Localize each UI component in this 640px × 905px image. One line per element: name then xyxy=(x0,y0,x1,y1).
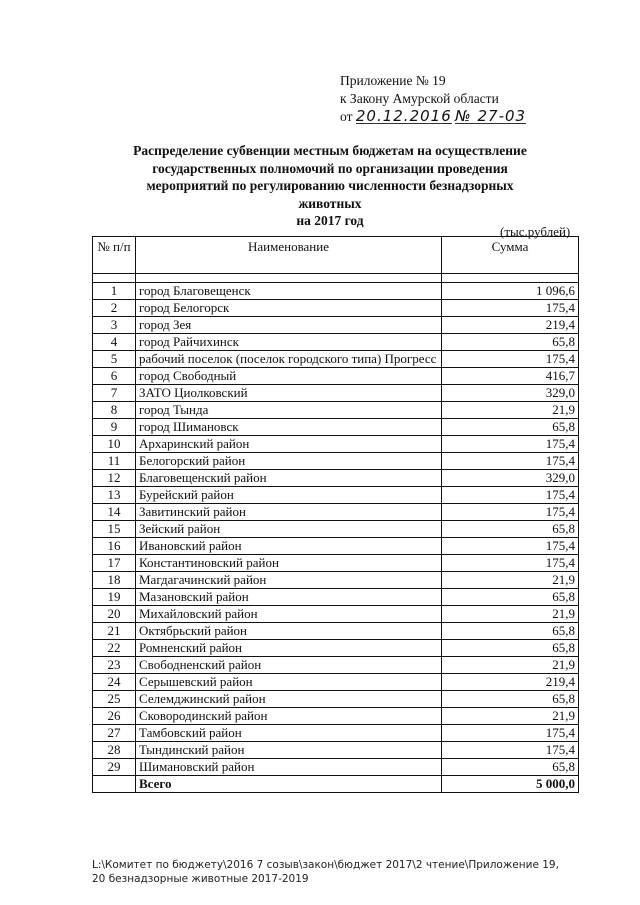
table-row xyxy=(93,470,579,487)
row-name: Благовещенский район xyxy=(136,470,442,487)
title-line-3: мероприятий по регулированию численности безнадзорных животных xyxy=(146,178,514,211)
row-sum: 65,8 xyxy=(442,623,579,640)
table-row xyxy=(93,725,579,742)
table-row xyxy=(93,453,579,470)
table-row xyxy=(93,691,579,708)
row-sum: 329,0 xyxy=(442,470,579,487)
table-header-row xyxy=(93,237,579,274)
row-number: 15 xyxy=(93,521,136,538)
table-row xyxy=(93,504,579,521)
row-number: 29 xyxy=(93,759,136,776)
row-sum: 21,9 xyxy=(442,708,579,725)
table-body xyxy=(93,274,579,793)
table-row xyxy=(93,623,579,640)
row-sum: 65,8 xyxy=(442,419,579,436)
table-row xyxy=(93,640,579,657)
row-sum: 65,8 xyxy=(442,334,579,351)
row-sum: 175,4 xyxy=(442,725,579,742)
table-row xyxy=(93,742,579,759)
header-name: Наименование xyxy=(136,237,442,274)
row-sum: 175,4 xyxy=(442,300,579,317)
table-row xyxy=(93,572,579,589)
row-name: Ромненский район xyxy=(136,640,442,657)
title-line-1: Распределение субвенции местным бюджетам на осуществление xyxy=(133,143,527,158)
row-number: 5 xyxy=(93,351,136,368)
row-number: 3 xyxy=(93,317,136,334)
row-sum: 65,8 xyxy=(442,759,579,776)
row-sum: 1 096,6 xyxy=(442,283,579,300)
row-number: 22 xyxy=(93,640,136,657)
date-prefix: от xyxy=(340,109,353,124)
row-name: рабочий поселок (поселок городского типа) Прогресс xyxy=(136,351,442,368)
table-row xyxy=(93,300,579,317)
row-number: 19 xyxy=(93,589,136,606)
row-sum: 21,9 xyxy=(442,657,579,674)
row-name: Архаринский район xyxy=(136,436,442,453)
table-row xyxy=(93,419,579,436)
table-row xyxy=(93,402,579,419)
row-sum: 21,9 xyxy=(442,606,579,623)
row-sum: 175,4 xyxy=(442,742,579,759)
table-row xyxy=(93,334,579,351)
total-sum: 5 000,0 xyxy=(442,776,579,793)
row-sum: 65,8 xyxy=(442,640,579,657)
appendix-law-ref: к Закону Амурской области xyxy=(340,91,499,106)
row-number: 17 xyxy=(93,555,136,572)
row-name: город Райчихинск xyxy=(136,334,442,351)
row-name: Сковородинский район xyxy=(136,708,442,725)
row-sum: 329,0 xyxy=(442,385,579,402)
table-row xyxy=(93,351,579,368)
row-sum: 21,9 xyxy=(442,402,579,419)
row-number: 12 xyxy=(93,470,136,487)
row-name: Константиновский район xyxy=(136,555,442,572)
table-row xyxy=(93,759,579,776)
appendix-number: Приложение № 19 xyxy=(340,73,446,88)
row-number: 13 xyxy=(93,487,136,504)
row-name: город Шимановск xyxy=(136,419,442,436)
row-number: 7 xyxy=(93,385,136,402)
row-sum: 175,4 xyxy=(442,436,579,453)
row-number: 24 xyxy=(93,674,136,691)
row-sum: 219,4 xyxy=(442,674,579,691)
row-name: Магдагачинский район xyxy=(136,572,442,589)
title-line-4: на 2017 год xyxy=(296,213,364,228)
row-number: 16 xyxy=(93,538,136,555)
header-sum: Сумма xyxy=(442,237,579,274)
row-name: Михайловский район xyxy=(136,606,442,623)
row-number: 10 xyxy=(93,436,136,453)
row-number: 1 xyxy=(93,283,136,300)
row-name: город Зея xyxy=(136,317,442,334)
row-name: город Благовещенск xyxy=(136,283,442,300)
row-name: Тындинский район xyxy=(136,742,442,759)
row-number: 11 xyxy=(93,453,136,470)
row-number: 4 xyxy=(93,334,136,351)
subvention-table xyxy=(92,236,579,793)
row-sum: 175,4 xyxy=(442,453,579,470)
table-row xyxy=(93,606,579,623)
file-path-footer: L:\Комитет по бюджету\2016 7 созыв\закон\бюджет 2017\2 чтение\Приложение 19, 20 безнадзорные животные 2017-2019 xyxy=(92,859,559,885)
row-name: ЗАТО Циолковский xyxy=(136,385,442,402)
table-row xyxy=(93,708,579,725)
document-title xyxy=(120,142,540,230)
row-sum: 175,4 xyxy=(442,538,579,555)
table-row xyxy=(93,283,579,300)
total-row xyxy=(93,776,579,793)
row-name: Тамбовский район xyxy=(136,725,442,742)
header-num: № п/п xyxy=(93,237,136,274)
table-row xyxy=(93,436,579,453)
row-name: город Свободный xyxy=(136,368,442,385)
table-row xyxy=(93,368,579,385)
row-sum: 21,9 xyxy=(442,572,579,589)
row-number: 25 xyxy=(93,691,136,708)
row-sum: 65,8 xyxy=(442,521,579,538)
units-label: (тыс.рублей) xyxy=(500,224,571,239)
row-number: 21 xyxy=(93,623,136,640)
row-name: город Тында xyxy=(136,402,442,419)
table-row xyxy=(93,487,579,504)
table-row xyxy=(93,589,579,606)
row-number: 27 xyxy=(93,725,136,742)
row-name: Шимановский район xyxy=(136,759,442,776)
row-number: 23 xyxy=(93,657,136,674)
row-number: 2 xyxy=(93,300,136,317)
table-row xyxy=(93,555,579,572)
row-name: Свободненский район xyxy=(136,657,442,674)
row-sum: 65,8 xyxy=(442,589,579,606)
table-row xyxy=(93,521,579,538)
row-number: 18 xyxy=(93,572,136,589)
row-number: 26 xyxy=(93,708,136,725)
row-sum: 65,8 xyxy=(442,691,579,708)
table-row xyxy=(93,385,579,402)
row-name: Мазановский район xyxy=(136,589,442,606)
row-sum: 175,4 xyxy=(442,487,579,504)
row-name: Бурейский район xyxy=(136,487,442,504)
row-sum: 416,7 xyxy=(442,368,579,385)
row-name: Завитинский район xyxy=(136,504,442,521)
row-sum: 175,4 xyxy=(442,555,579,572)
table-row xyxy=(93,538,579,555)
row-number: 20 xyxy=(93,606,136,623)
total-num xyxy=(93,776,136,793)
total-label: Всего xyxy=(136,776,442,793)
row-number: 8 xyxy=(93,402,136,419)
handwritten-date: 20.12.2016 xyxy=(355,107,452,125)
table-row xyxy=(93,674,579,691)
appendix-date-line xyxy=(340,108,526,126)
row-name: город Белогорск xyxy=(136,300,442,317)
row-sum: 219,4 xyxy=(442,317,579,334)
row-sum: 175,4 xyxy=(442,504,579,521)
row-sum: 175,4 xyxy=(442,351,579,368)
row-name: Октябрьский район xyxy=(136,623,442,640)
handwritten-law-number: № 27-03 xyxy=(455,107,527,125)
row-name: Серышевский район xyxy=(136,674,442,691)
row-name: Ивановский район xyxy=(136,538,442,555)
spacer-row xyxy=(93,274,579,283)
row-number: 14 xyxy=(93,504,136,521)
row-name: Селемджинский район xyxy=(136,691,442,708)
row-number: 28 xyxy=(93,742,136,759)
row-name: Белогорский район xyxy=(136,453,442,470)
table-row xyxy=(93,657,579,674)
table-row xyxy=(93,317,579,334)
appendix-header xyxy=(340,72,526,126)
row-number: 6 xyxy=(93,368,136,385)
row-number: 9 xyxy=(93,419,136,436)
row-name: Зейский район xyxy=(136,521,442,538)
title-line-2: государственных полномочий по организации проведения xyxy=(152,160,508,176)
